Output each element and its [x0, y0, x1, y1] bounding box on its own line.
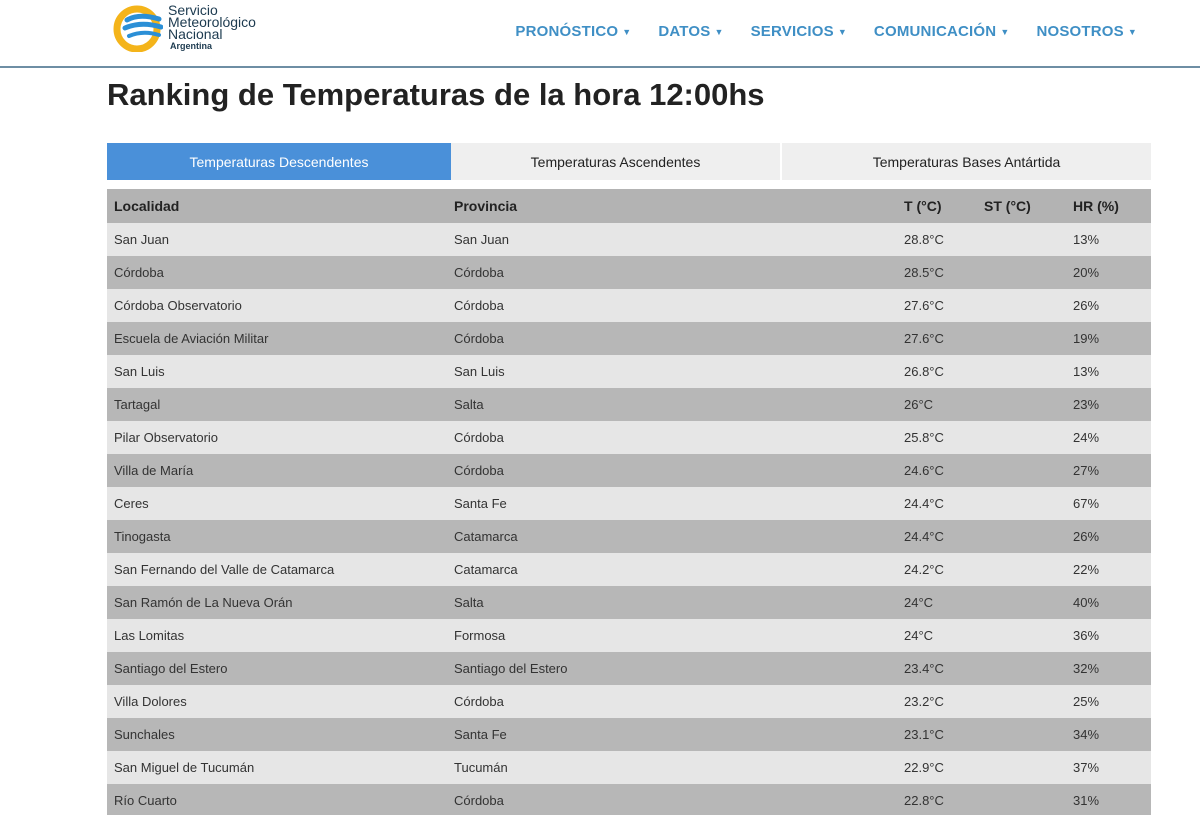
- nav-item-nosotros[interactable]: [1036, 23, 1137, 40]
- cell-temperatura: 24°C: [904, 628, 934, 643]
- table-row: [107, 520, 1151, 553]
- cell-temperatura: 24.6°C: [904, 463, 944, 478]
- header-temperatura[interactable]: T (°C): [904, 198, 942, 214]
- cell-provincia: Formosa: [454, 628, 506, 643]
- header-provincia[interactable]: Provincia: [454, 198, 518, 214]
- cell-localidad: San Ramón de La Nueva Orán: [114, 595, 293, 610]
- cell-provincia: Catamarca: [454, 529, 518, 544]
- table-row: [107, 619, 1151, 652]
- ranking-table: [107, 189, 1151, 815]
- cell-localidad: Córdoba Observatorio: [114, 298, 242, 313]
- cell-humedad-relativa: 26%: [1073, 529, 1100, 544]
- cell-localidad: Río Cuarto: [114, 793, 177, 808]
- cell-localidad: San Luis: [114, 364, 165, 379]
- cell-provincia: San Luis: [454, 364, 505, 379]
- table-row: [107, 586, 1151, 619]
- nav-item-label: PRONÓSTICO: [515, 23, 619, 40]
- cell-humedad-relativa: 13%: [1073, 364, 1100, 379]
- logo-text: [168, 4, 256, 52]
- table-row: [107, 421, 1151, 454]
- cell-humedad-relativa: 20%: [1073, 265, 1100, 280]
- cell-temperatura: 26°C: [904, 397, 934, 412]
- cell-humedad-relativa: 34%: [1073, 727, 1100, 742]
- cell-temperatura: 27.6°C: [904, 298, 944, 313]
- cell-humedad-relativa: 32%: [1073, 661, 1100, 676]
- cell-localidad: Tinogasta: [114, 529, 171, 544]
- cell-provincia: Tucumán: [454, 760, 508, 775]
- tab-temperaturas-descendentes[interactable]: Temperaturas Descendentes: [107, 143, 451, 180]
- logo-line-1: Servicio: [168, 2, 218, 18]
- cell-localidad: Villa de María: [114, 463, 194, 478]
- cell-temperatura: 26.8°C: [904, 364, 944, 379]
- cell-localidad: Santiago del Estero: [114, 661, 228, 676]
- cell-localidad: Sunchales: [114, 727, 175, 742]
- cell-temperatura: 28.5°C: [904, 265, 944, 280]
- cell-humedad-relativa: 22%: [1073, 562, 1100, 577]
- cell-temperatura: 24.4°C: [904, 496, 944, 511]
- logo-line-2: Meteorológico: [168, 14, 256, 30]
- cell-provincia: Santiago del Estero: [454, 661, 568, 676]
- cell-humedad-relativa: 13%: [1073, 232, 1100, 247]
- nav-item-datos[interactable]: [658, 23, 723, 40]
- nav-item-comunicacion[interactable]: [874, 23, 1010, 40]
- cell-humedad-relativa: 67%: [1073, 496, 1100, 511]
- table-row: [107, 223, 1151, 256]
- tab-temperaturas-ascendentes[interactable]: Temperaturas Ascendentes: [451, 143, 782, 180]
- main-nav: [488, 23, 1137, 40]
- table-row: [107, 388, 1151, 421]
- table-row: [107, 256, 1151, 289]
- cell-temperatura: 23.2°C: [904, 694, 944, 709]
- cell-humedad-relativa: 31%: [1073, 793, 1100, 808]
- cell-provincia: Catamarca: [454, 562, 518, 577]
- nav-item-label: COMUNICACIÓN: [873, 23, 997, 40]
- cell-provincia: San Juan: [454, 232, 509, 247]
- cell-provincia: Córdoba: [454, 793, 504, 808]
- table-row: [107, 751, 1151, 784]
- cell-temperatura: 24.4°C: [904, 529, 944, 544]
- cell-humedad-relativa: 26%: [1073, 298, 1100, 313]
- cell-provincia: Salta: [454, 397, 484, 412]
- table-row: [107, 355, 1151, 388]
- cell-localidad: Ceres: [114, 496, 149, 511]
- caret-down-icon: ▼: [714, 27, 724, 38]
- cell-localidad: Pilar Observatorio: [114, 430, 219, 445]
- cell-localidad: San Miguel de Tucumán: [114, 760, 255, 775]
- caret-down-icon: ▼: [837, 27, 847, 38]
- table-row: [107, 487, 1151, 520]
- nav-item-pronostico[interactable]: [515, 23, 631, 40]
- cell-provincia: Córdoba: [454, 694, 504, 709]
- cell-localidad: Las Lomitas: [114, 628, 185, 643]
- smn-logo[interactable]: [113, 3, 293, 53]
- cell-humedad-relativa: 37%: [1073, 760, 1100, 775]
- cell-humedad-relativa: 24%: [1073, 430, 1100, 445]
- cell-humedad-relativa: 25%: [1073, 694, 1100, 709]
- cell-temperatura: 24.2°C: [904, 562, 944, 577]
- cell-localidad: Tartagal: [114, 397, 161, 412]
- caret-down-icon: ▼: [622, 27, 632, 38]
- table-row: [107, 289, 1151, 322]
- cell-temperatura: 27.6°C: [904, 331, 944, 346]
- cell-provincia: Córdoba: [454, 265, 504, 280]
- cell-localidad: San Juan: [114, 232, 169, 247]
- table-row: [107, 553, 1151, 586]
- cell-humedad-relativa: 36%: [1073, 628, 1100, 643]
- header-sensacion-termica[interactable]: ST (°C): [984, 198, 1031, 214]
- page-title: Ranking de Temperaturas de la hora 12:00hs: [107, 77, 765, 112]
- cell-humedad-relativa: 40%: [1073, 595, 1100, 610]
- cell-provincia: Córdoba: [454, 430, 504, 445]
- cell-temperatura: 23.1°C: [904, 727, 944, 742]
- caret-down-icon: ▼: [1127, 27, 1137, 38]
- table-header-row: [107, 189, 1151, 223]
- cell-temperatura: 24°C: [904, 595, 934, 610]
- cell-temperatura: 23.4°C: [904, 661, 944, 676]
- cell-provincia: Santa Fe: [454, 727, 507, 742]
- table-row: [107, 454, 1151, 487]
- cell-temperatura: 28.8°C: [904, 232, 944, 247]
- tab-temperaturas-bases-antartida[interactable]: Temperaturas Bases Antártida: [782, 143, 1151, 180]
- cell-temperatura: 22.8°C: [904, 793, 944, 808]
- table-row: [107, 652, 1151, 685]
- cell-localidad: Villa Dolores: [114, 694, 187, 709]
- cell-humedad-relativa: 19%: [1073, 331, 1100, 346]
- cell-localidad: Córdoba: [114, 265, 164, 280]
- cell-provincia: Salta: [454, 595, 484, 610]
- logo-line-3: Nacional: [168, 26, 223, 42]
- nav-item-label: NOSOTROS: [1036, 23, 1124, 40]
- nav-item-label: SERVICIOS: [750, 23, 834, 40]
- cell-temperatura: 25.8°C: [904, 430, 944, 445]
- smn-logo-icon: [113, 4, 163, 52]
- cell-humedad-relativa: 23%: [1073, 397, 1100, 412]
- cell-provincia: Santa Fe: [454, 496, 507, 511]
- header-humedad-relativa[interactable]: HR (%): [1073, 198, 1119, 214]
- table-row: [107, 784, 1151, 815]
- cell-provincia: Córdoba: [454, 298, 504, 313]
- nav-item-label: DATOS: [658, 23, 711, 40]
- caret-down-icon: ▼: [1000, 27, 1010, 38]
- table-row: [107, 685, 1151, 718]
- cell-localidad: Escuela de Aviación Militar: [114, 331, 269, 346]
- table-body: [107, 223, 1151, 815]
- site-header: [0, 0, 1200, 68]
- cell-localidad: San Fernando del Valle de Catamarca: [114, 562, 335, 577]
- cell-provincia: Córdoba: [454, 331, 504, 346]
- ranking-tabs: [107, 143, 1151, 180]
- logo-line-4: Argentina: [170, 41, 213, 51]
- header-localidad[interactable]: Localidad: [114, 198, 180, 214]
- table-row: [107, 322, 1151, 355]
- table-row: [107, 718, 1151, 751]
- cell-provincia: Córdoba: [454, 463, 504, 478]
- nav-item-servicios[interactable]: [751, 23, 847, 40]
- cell-temperatura: 22.9°C: [904, 760, 944, 775]
- cell-humedad-relativa: 27%: [1073, 463, 1100, 478]
